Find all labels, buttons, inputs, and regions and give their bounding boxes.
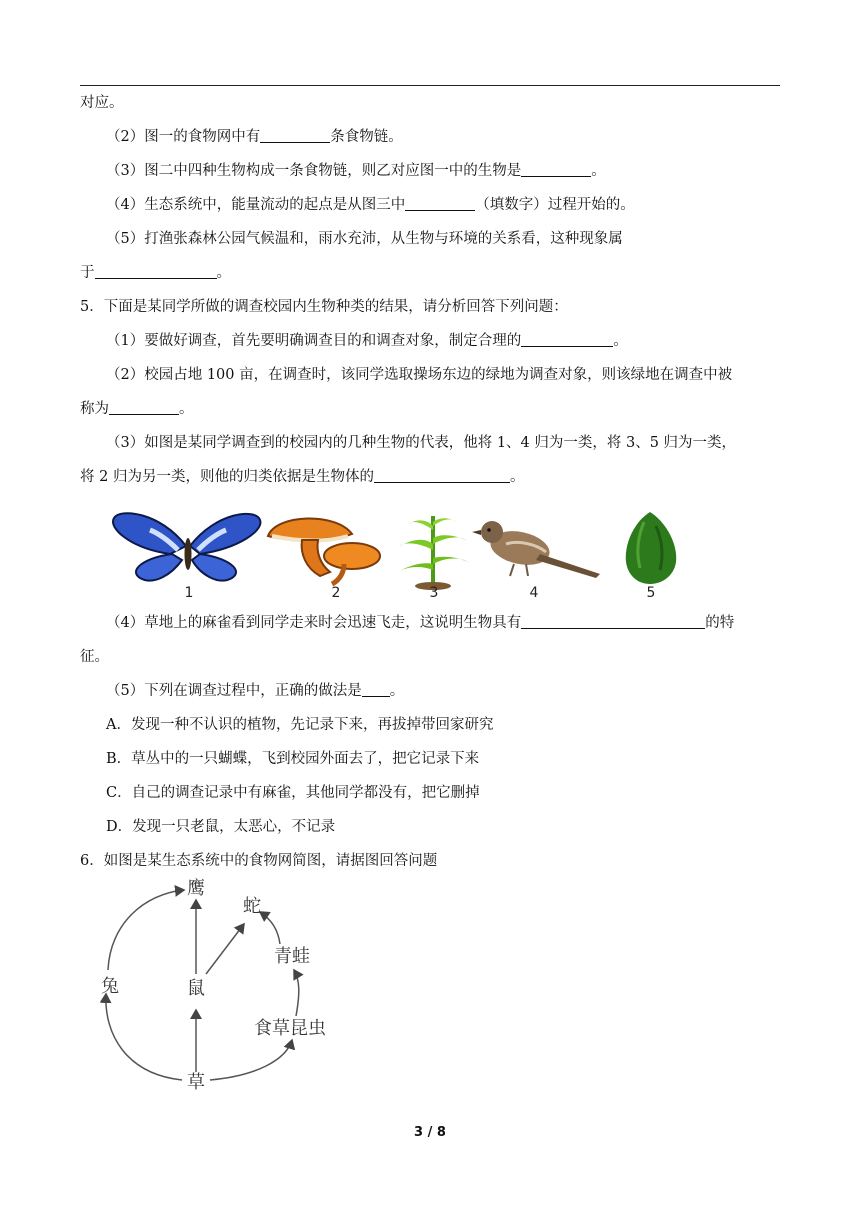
q5-option-d[interactable]: D．发现一只老鼠，太恶心，不记录: [106, 819, 336, 835]
q6-stem: 6．如图是某生态系统中的食物网简图，请据图回答问题: [80, 853, 438, 869]
node-rabbit: 兔: [101, 976, 119, 997]
q4-part-2: （2）图一的食物网中有 条食物链。: [106, 129, 403, 145]
q5-part-5: （5）下列在调查过程中，正确的做法是 。: [106, 683, 405, 699]
answer-blank[interactable]: [95, 264, 217, 279]
q4-continuation: 对应。: [80, 95, 124, 111]
mushroom-image: [268, 518, 380, 584]
arrow-grass-rabbit: [106, 994, 182, 1080]
arrow-mouse-snake: [206, 924, 244, 974]
answer-blank[interactable]: [521, 332, 613, 347]
food-web-diagram: [96, 864, 336, 1100]
answer-blank[interactable]: [260, 128, 330, 143]
corn-plant-image: [398, 516, 468, 590]
q5-part-4-cont: 征。: [80, 649, 109, 665]
arrow-rabbit-eagle: [108, 890, 184, 970]
label-1: 1: [184, 585, 194, 601]
answer-blank[interactable]: [374, 468, 510, 483]
arrow-grass-insect: [210, 1040, 292, 1080]
header-rule: [80, 85, 780, 86]
arrow-frog-snake: [260, 912, 280, 944]
sparrow-image: [472, 521, 600, 578]
node-grass: 草: [187, 1072, 205, 1093]
label-3: 3: [429, 585, 439, 601]
q5-part-3-cont: 将 2 归为另一类，则他的归类依据是生物体的 。: [80, 469, 525, 485]
q5-part-2-cont: 称为 。: [80, 401, 194, 417]
q5-part-4: （4）草地上的麻雀看到同学走来时会迅速飞走，这说明生物具有 的特: [106, 615, 735, 631]
q4-part-5: （5）打渔张森林公园气候温和，雨水充沛，从生物与环境的关系看，这种现象属: [106, 231, 623, 247]
shrub-image: [626, 512, 676, 584]
node-herbivorous-insect: 食草昆虫: [254, 1018, 326, 1039]
label-5: 5: [646, 585, 656, 601]
q4-part-3: （3）图二中四种生物构成一条食物链，则乙对应图一中的生物是 。: [106, 163, 606, 179]
page-number: 3 / 8: [414, 1125, 446, 1140]
answer-blank[interactable]: [521, 614, 705, 629]
organism-pictures: [100, 508, 700, 604]
node-eagle: 鹰: [187, 878, 205, 899]
butterfly-image: [113, 513, 260, 580]
label-2: 2: [331, 585, 341, 601]
node-frog: 青蛙: [274, 946, 310, 967]
answer-blank[interactable]: [405, 196, 475, 211]
node-snake: 蛇: [243, 896, 261, 917]
label-4: 4: [529, 585, 539, 601]
q5-part-3: （3）如图是某同学调查到的校园内的几种生物的代表，他将 1、4 归为一类，将 3、5 归为一类，: [106, 435, 737, 451]
q4-part-4: （4）生态系统中，能量流动的起点是从图三中 （填数字）过程开始的。: [106, 197, 635, 213]
q5-option-a[interactable]: A．发现一种不认识的植物，先记录下来，再拔掉带回家研究: [106, 717, 494, 733]
answer-blank[interactable]: [521, 162, 591, 177]
arrow-insect-frog: [294, 970, 299, 1016]
answer-blank[interactable]: [362, 682, 390, 697]
q5-part-1: （1）要做好调查，首先要明确调查目的和调查对象，制定合理的 。: [106, 333, 628, 349]
answer-blank[interactable]: [109, 400, 179, 415]
q4-part-5-cont: 于 。: [80, 265, 231, 281]
q5-part-2: （2）校园占地 100 亩，在调查时，该同学选取操场东边的绿地为调查对象，则该绿地在调查中被: [106, 367, 733, 383]
q5-stem: 5．下面是某同学所做的调查校园内生物种类的结果，请分析回答下列问题：: [80, 299, 568, 315]
q5-option-c[interactable]: C．自己的调查记录中有麻雀，其他同学都没有，把它删掉: [106, 785, 480, 801]
q5-option-b[interactable]: B．草丛中的一只蝴蝶，飞到校园外面去了，把它记录下来: [106, 751, 480, 767]
node-mouse: 鼠: [187, 978, 205, 999]
